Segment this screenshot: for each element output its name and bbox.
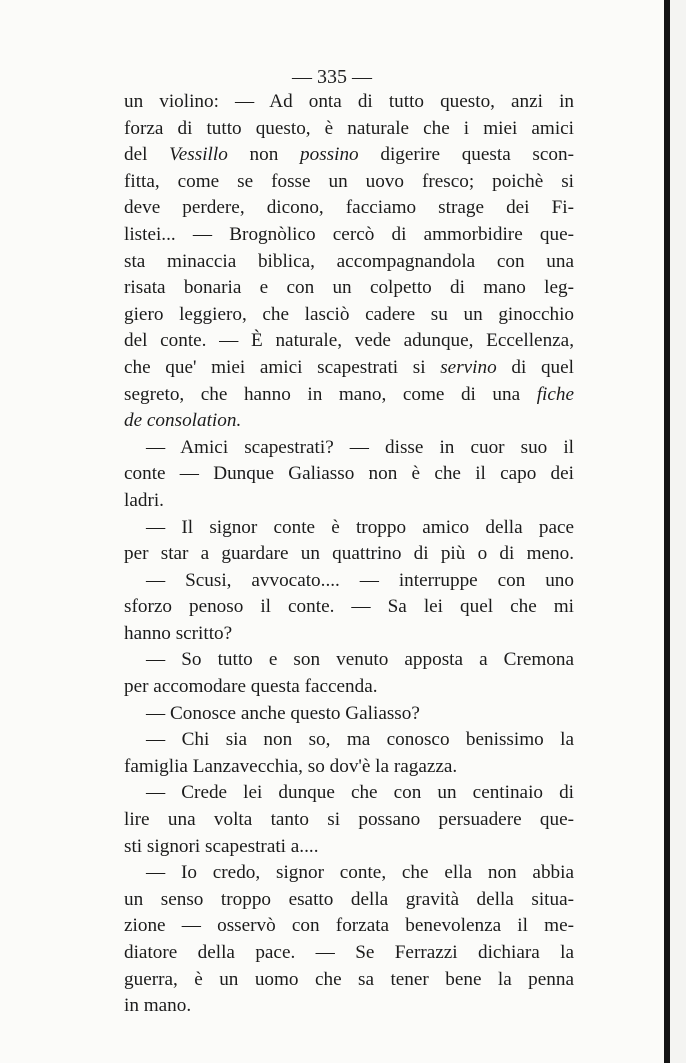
text-line — [124, 169, 574, 196]
text-run: — Io credo, signor conte, che ella non abbia — [146, 862, 574, 884]
text-run: ladri. — [124, 489, 164, 511]
text-line — [124, 435, 574, 462]
text-run: — Conosce anche questo Galiasso? — [146, 702, 420, 724]
text-run: sforzo penoso il conte. — Sa lei quel che mi — [124, 596, 574, 618]
text-line — [124, 222, 574, 249]
text-line — [124, 355, 574, 382]
text-line — [124, 647, 574, 674]
text-line — [124, 754, 574, 781]
text-line — [124, 302, 574, 329]
text-run: per accomodare questa faccenda. — [124, 676, 378, 698]
text-line — [124, 860, 574, 887]
text-line — [124, 887, 574, 914]
text-line — [124, 461, 574, 488]
text-run: famiglia Lanzavecchia, so dov'è la ragazza. — [124, 755, 458, 777]
text-line — [124, 913, 574, 940]
italic-text: fiche — [536, 383, 574, 405]
text-run: — So tutto e son venuto apposta a Cremona — [146, 649, 574, 671]
text-line — [124, 142, 574, 169]
page-number: — 335 — — [292, 66, 372, 88]
text-line — [124, 807, 574, 834]
text-line — [124, 89, 574, 116]
text-line — [124, 116, 574, 143]
text-line — [124, 993, 574, 1020]
text-run: risata bonaria e con un colpetto di mano leg- — [124, 277, 574, 299]
text-run: lire una volta tanto si possano persuadere que- — [124, 809, 574, 831]
text-line — [124, 249, 574, 276]
text-run: — Il signor conte è troppo amico della pace — [146, 516, 574, 538]
text-line — [124, 780, 574, 807]
text-run: del conte. — È naturale, vede adunque, Eccellenza, — [124, 330, 574, 352]
text-run: un violino: — Ad onta di tutto questo, anzi in — [124, 91, 574, 112]
text-line — [124, 594, 574, 621]
text-run: forza di tutto questo, è naturale che i miei amici — [124, 117, 574, 139]
text-run: che que' miei amici scapestrati si — [124, 356, 441, 378]
text-run: deve perdere, dicono, facciamo strage dei Fi- — [124, 197, 574, 219]
italic-text: de consolation. — [124, 410, 242, 432]
text-line — [124, 488, 574, 515]
text-line — [124, 834, 574, 861]
text-run: zione — osservò con forzata benevolenza il me- — [124, 915, 574, 937]
text-line — [124, 674, 574, 701]
text-line — [124, 328, 574, 355]
text-run: per star a guardare un quattrino di più o di meno. — [124, 543, 574, 565]
text-run: conte — Dunque Galiasso non è che il capo dei — [124, 463, 574, 485]
text-run: di quel — [496, 356, 574, 378]
text-run: listei... — Brognòlico cercò di ammorbidire que- — [124, 223, 574, 245]
text-run: giero leggiero, che lasciò cadere su un ginocchio — [124, 303, 574, 325]
italic-text: possino — [300, 144, 359, 166]
text-run: in mano. — [124, 995, 192, 1017]
text-run: — Amici scapestrati? — disse in cuor suo il — [146, 436, 574, 458]
text-run: del — [124, 144, 170, 166]
text-line — [124, 701, 574, 728]
text-line — [124, 275, 574, 302]
text-run: diatore della pace. — Se Ferrazzi dichiara la — [124, 942, 574, 963]
text-run: — Scusi, avvocato.... — interruppe con uno — [146, 569, 574, 591]
text-run: un senso troppo esatto della gravità della situa- — [124, 888, 574, 910]
text-line — [124, 727, 574, 754]
text-run: — Chi sia non so, ma conosco benissimo la — [146, 729, 574, 751]
text-line — [124, 940, 574, 967]
text-line — [124, 541, 574, 568]
text-run: hanno scritto? — [124, 622, 233, 644]
text-run: digerire questa scon- — [358, 144, 574, 166]
italic-text: Vessillo — [169, 144, 228, 166]
text-line — [124, 515, 574, 542]
text-line — [124, 382, 574, 409]
text-run: segreto, che hanno in mano, come di una — [124, 383, 537, 405]
text-line — [124, 621, 574, 648]
text-line — [124, 195, 574, 222]
text-line — [124, 568, 574, 595]
text-line — [124, 967, 574, 994]
text-run: guerra, è un uomo che sa tener bene la penna — [124, 968, 574, 990]
text-run: non — [227, 144, 300, 166]
text-run: — Crede lei dunque che con un centinaio di — [146, 782, 574, 804]
page-text — [124, 89, 574, 1020]
italic-text: servino — [440, 356, 497, 378]
text-line — [124, 408, 574, 435]
text-run: sti signori scapestrati a.... — [124, 835, 319, 857]
text-run: sta minaccia biblica, accompagnandola con una — [124, 250, 574, 272]
text-run: fitta, come se fosse un uovo fresco; poichè si — [124, 170, 574, 192]
page-margin — [670, 0, 686, 1063]
